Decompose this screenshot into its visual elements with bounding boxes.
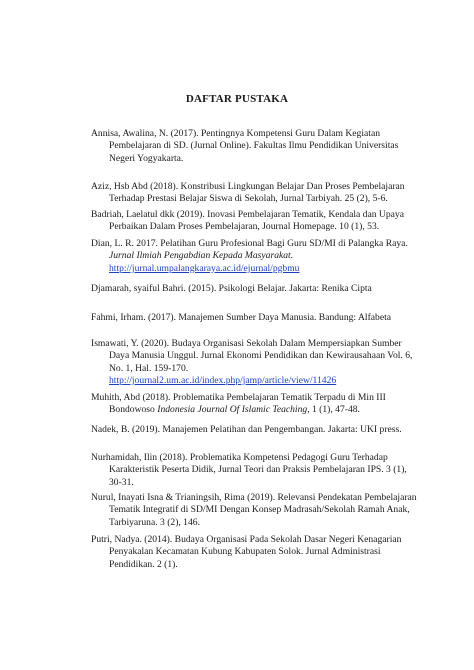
reference-entry xyxy=(91,338,419,387)
page-title: DAFTAR PUSTAKA xyxy=(185,93,289,105)
reference-text: Djamarah, syaiful Bahri. (2015). Psikologi Belajar. Jakarta: Renika Cipta xyxy=(91,283,372,294)
reference-text: Aziz, Hsb Abd (2018). Konstribusi Lingkungan Belajar Dan Proses Pembelajaran Terhadap Prestasi Belajar Siswa di Sekolah, Jurnal Tarbiyah. 25 (2), 5-6. xyxy=(91,181,405,205)
reference-text: Nurul, Inayati Isna & Trianingsih, Rima (2019). Relevansi Pendekatan Pembelajaran Tematik Integratif di SD/MI Dengan Konsep Madrasah/Sekolah Ramah Anak, Tarbiyaruna. 3 (2), 146. xyxy=(91,492,417,528)
reference-entry xyxy=(91,424,419,436)
reference-entry xyxy=(91,312,419,324)
reference-text: Nurhamidah, Ilin (2018). Problematika Kompetensi Pedagogi Guru Terhadap Karakteristik Peserta Didik, Jurnal Teori dan Praksis Pembelajaran IPS. 3 (1), 30-31. xyxy=(91,452,407,488)
reference-text: Fahmi, Irham. (2017). Manajemen Sumber Daya Manusia. Bandung: Alfabeta xyxy=(91,312,391,323)
reference-link[interactable]: http://jurnal.umpalangkaraya.ac.id/ejurnal/pgbmu xyxy=(109,262,300,274)
reference-entry xyxy=(91,128,419,165)
reference-text: Putri, Nadya. (2014). Budaya Organisasi Pada Sekolah Dasar Negeri Kenagarian Penyakalan Kecamatan Kubung Kabupaten Solok. Jurnal Administrasi Pendidikan. 2 (1). xyxy=(91,534,402,570)
reference-text: Annisa, Awalina, N. (2017). Pentingnya Kompetensi Guru Dalam Kegiatan Pembelajaran di SD. (Jurnal Online). Fakultas Ilmu Pendidikan Universitas Negeri Yogyakarta. xyxy=(91,128,399,164)
reference-text: Badriah, Laelatul dkk (2019). Inovasi Pembelajaran Tematik, Kendala dan Upaya Perbaikan Dalam Proses Pembelajaran, Journal Homepage. 10 (1), 53. xyxy=(91,209,404,233)
reference-entry xyxy=(91,534,419,571)
reference-link[interactable]: http://journal2.um.ac.id/index.php/jamp/article/view/11426 xyxy=(109,374,337,386)
reference-entry xyxy=(91,452,419,489)
reference-text: Ismawati, Y. (2020). Budaya Organisasi Sekolah Dalam Mempersiapkan Sumber Daya Manusia Unggul. Jurnal Ekonomi Pendidikan dan Kewirausahaan Vol. 6, No. 1, Hal. 159-170. xyxy=(91,338,413,374)
reference-entry xyxy=(91,492,419,529)
journal-title: Jurnal Ilmiah Pengabdian Kepada Masyarakat. xyxy=(109,250,294,262)
reference-entry xyxy=(91,209,419,234)
reference-text-tail: , 1 (1), 47-48. xyxy=(307,404,360,416)
reference-entry xyxy=(91,181,419,206)
reference-entry xyxy=(91,238,419,275)
reference-entry xyxy=(91,392,419,417)
reference-text: Dian, L. R. 2017. Pelatihan Guru Profesional Bagi Guru SD/MI di Palangka Raya. xyxy=(91,238,408,249)
reference-text: Muhith, Abd (2018). Problematika Pembelajaran Tematik Terpadu di Min III Bondowoso xyxy=(91,392,386,416)
reference-entry xyxy=(91,283,419,295)
journal-title: Indonesia Journal Of Islamic Teaching xyxy=(157,404,308,416)
reference-text: Nadek, B. (2019). Manajemen Pelatihan dan Pengembangan. Jakarta: UKI press. xyxy=(91,424,402,435)
